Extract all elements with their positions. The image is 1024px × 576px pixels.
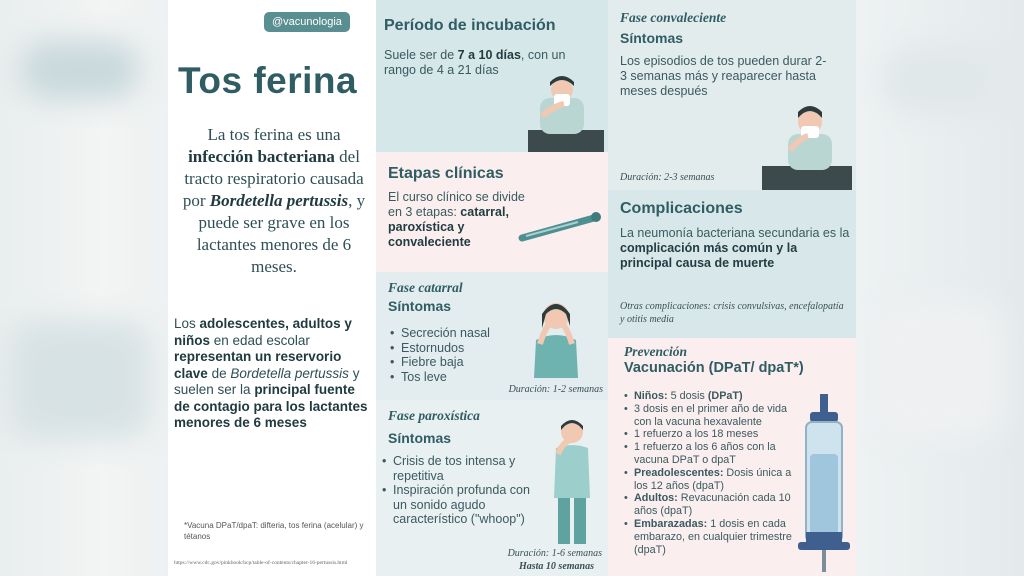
incubation-heading: Período de incubación <box>384 17 556 34</box>
clinical-stages-bold: catarral, paroxística y convaleciente <box>388 205 509 249</box>
source-url: https://www.cdc.gov/pinkbook/hcp/table-of-contents/chapter-16-pertussis.html <box>174 560 348 566</box>
list-item <box>622 428 794 441</box>
clinical-stages-text <box>388 190 528 250</box>
blur-shape <box>20 40 140 100</box>
incubation-bold: 7 a 10 días <box>457 48 521 62</box>
intro-text: , y puede ser grave en los lactantes menores de 6 meses. <box>196 191 366 276</box>
complications-bold: complicación más común y la principal causa de muerte <box>620 241 798 270</box>
reservoir-bold: representan un reservorio clave <box>174 349 342 381</box>
left-column <box>168 0 376 576</box>
item-text: 3 dosis en el primer año de vida con la vacuna hexavalente <box>634 402 788 428</box>
coughing-person-icon <box>546 418 602 548</box>
paroxysmal-phase-panel <box>376 400 608 576</box>
catarrhal-symptoms-list <box>388 326 490 384</box>
catarrhal-phase-panel <box>376 272 608 400</box>
reservoir-paragraph <box>174 316 374 432</box>
convalescent-phase-label: Fase convaleciente <box>620 10 727 25</box>
catarrhal-symptoms-heading: Síntomas <box>388 298 452 314</box>
list-item: • Tos leve <box>388 370 490 385</box>
item-bold: Niños: <box>634 390 668 402</box>
prevention-label: Prevención <box>624 344 687 359</box>
vaccination-schedule-list <box>622 390 794 556</box>
incubation-text-part: , con un rango de 4 a 21 días <box>384 48 566 77</box>
reservoir-bold: adolescentes, adultos y niños <box>174 316 352 348</box>
complications-panel <box>608 190 856 338</box>
blur-shape <box>10 320 150 440</box>
intro-text: La tos ferina es una <box>207 125 341 144</box>
vaccination-heading: Vacunación (DPaT/ dpaT*) <box>624 360 804 376</box>
item-text: Revacunación cada 10 años (dpaT) <box>634 492 791 518</box>
reservoir-text: de <box>211 365 227 381</box>
list-item <box>622 467 794 493</box>
syringe-icon <box>796 394 852 572</box>
list-item: • Inspiración profunda con un sonido agudo característico ("whoop") <box>380 483 546 527</box>
list-item <box>622 492 794 518</box>
reservoir-text: en edad escolar <box>213 332 310 348</box>
incubation-panel <box>376 0 608 152</box>
clinical-stages-heading: Etapas clínicas <box>388 165 504 182</box>
list-item: • Estornudos <box>388 341 490 356</box>
list-item <box>622 518 794 556</box>
reservoir-text: y suelen ser la <box>174 365 360 397</box>
paroxysmal-phase-label: Fase paroxística <box>388 408 480 423</box>
clinical-stages-panel <box>376 152 608 272</box>
item-text: Dosis única a los 12 años (dpaT) <box>634 466 792 492</box>
sick-person-icon <box>524 76 604 152</box>
item-bold: Preadolescentes: <box>634 466 724 479</box>
vaccination-panel <box>608 338 856 576</box>
catarrhal-phase-label: Fase catarral <box>388 280 463 295</box>
paroxysmal-duration: Duración: 1-6 semanas <box>507 548 602 559</box>
list-item: • Fiebre baja <box>388 355 490 370</box>
item-text: 1 refuerzo a los 18 meses <box>634 428 759 441</box>
other-complications-note: Otras complicaciones: crisis convulsivas, encefalopatía y otitis media <box>620 301 844 325</box>
item-bold: (DPaT) <box>707 390 743 402</box>
page-title: Tos ferina <box>178 60 358 101</box>
intro-paragraph <box>178 124 370 278</box>
catarrhal-duration: Duración: 1-2 semanas <box>508 384 603 395</box>
list-item <box>622 390 794 403</box>
thermometer-icon <box>516 210 606 244</box>
sneezing-person-icon <box>526 294 586 378</box>
intro-bold: infección bacteriana <box>188 147 335 166</box>
intro-species: Bordetella pertussis <box>209 191 349 210</box>
incubation-text-part: Suele ser de <box>384 48 455 62</box>
item-text: 1 refuerzo a los 6 años con la vacuna DPaT o dpaT <box>634 441 776 466</box>
background-left <box>0 0 170 576</box>
convalescent-text: Los episodios de tos pueden durar 2-3 semanas más y reaparecer hasta meses después <box>620 54 827 98</box>
footnote: *Vacuna DPaT/dpaT: difteria, tos ferina (acelular) y tétanos <box>184 521 364 541</box>
convalescent-symptoms-heading: Síntomas <box>620 30 684 46</box>
social-handle-badge: @vacunologia <box>264 12 350 32</box>
background-right <box>854 0 1024 576</box>
reservoir-bold: principal fuente de contagio para los lactantes menores de 6 meses <box>174 382 368 430</box>
list-item: • Secreción nasal <box>388 326 490 341</box>
blur-shape <box>884 50 994 110</box>
paroxysmal-duration-max: Hasta 10 semanas <box>518 561 594 572</box>
paroxysmal-symptoms-list <box>380 454 546 527</box>
clinical-stages-text-part: El curso clínico se divide en 3 etapas: <box>388 190 525 219</box>
coughing-seated-person-icon <box>758 104 854 190</box>
item-bold: Adultos: <box>634 492 678 505</box>
reservoir-species: Bordetella pertussis <box>230 365 349 381</box>
item-bold: Embarazadas: <box>634 517 708 530</box>
blur-shape <box>874 300 1004 440</box>
infographic-poster <box>168 0 856 576</box>
convalescent-phase-panel <box>608 0 856 190</box>
list-item <box>622 441 794 467</box>
reservoir-text: Los <box>174 316 196 331</box>
paroxysmal-symptoms-heading: Síntomas <box>388 430 452 446</box>
complications-heading: Complicaciones <box>620 200 743 217</box>
incubation-text <box>384 48 569 78</box>
complications-text <box>620 226 850 271</box>
complications-text-part: La neumonía bacteriana secundaria es la <box>620 226 850 240</box>
convalescent-duration: Duración: 2-3 semanas <box>620 172 715 183</box>
list-item <box>622 403 794 429</box>
item-text: 1 dosis en cada embarazo, en cualquier trimestre (dpaT) <box>634 517 792 556</box>
list-item: • Crisis de tos intensa y repetitiva <box>380 454 546 483</box>
intro-text: del tracto respiratorio causada por <box>182 147 364 210</box>
item-text: 5 dosis <box>670 390 705 402</box>
